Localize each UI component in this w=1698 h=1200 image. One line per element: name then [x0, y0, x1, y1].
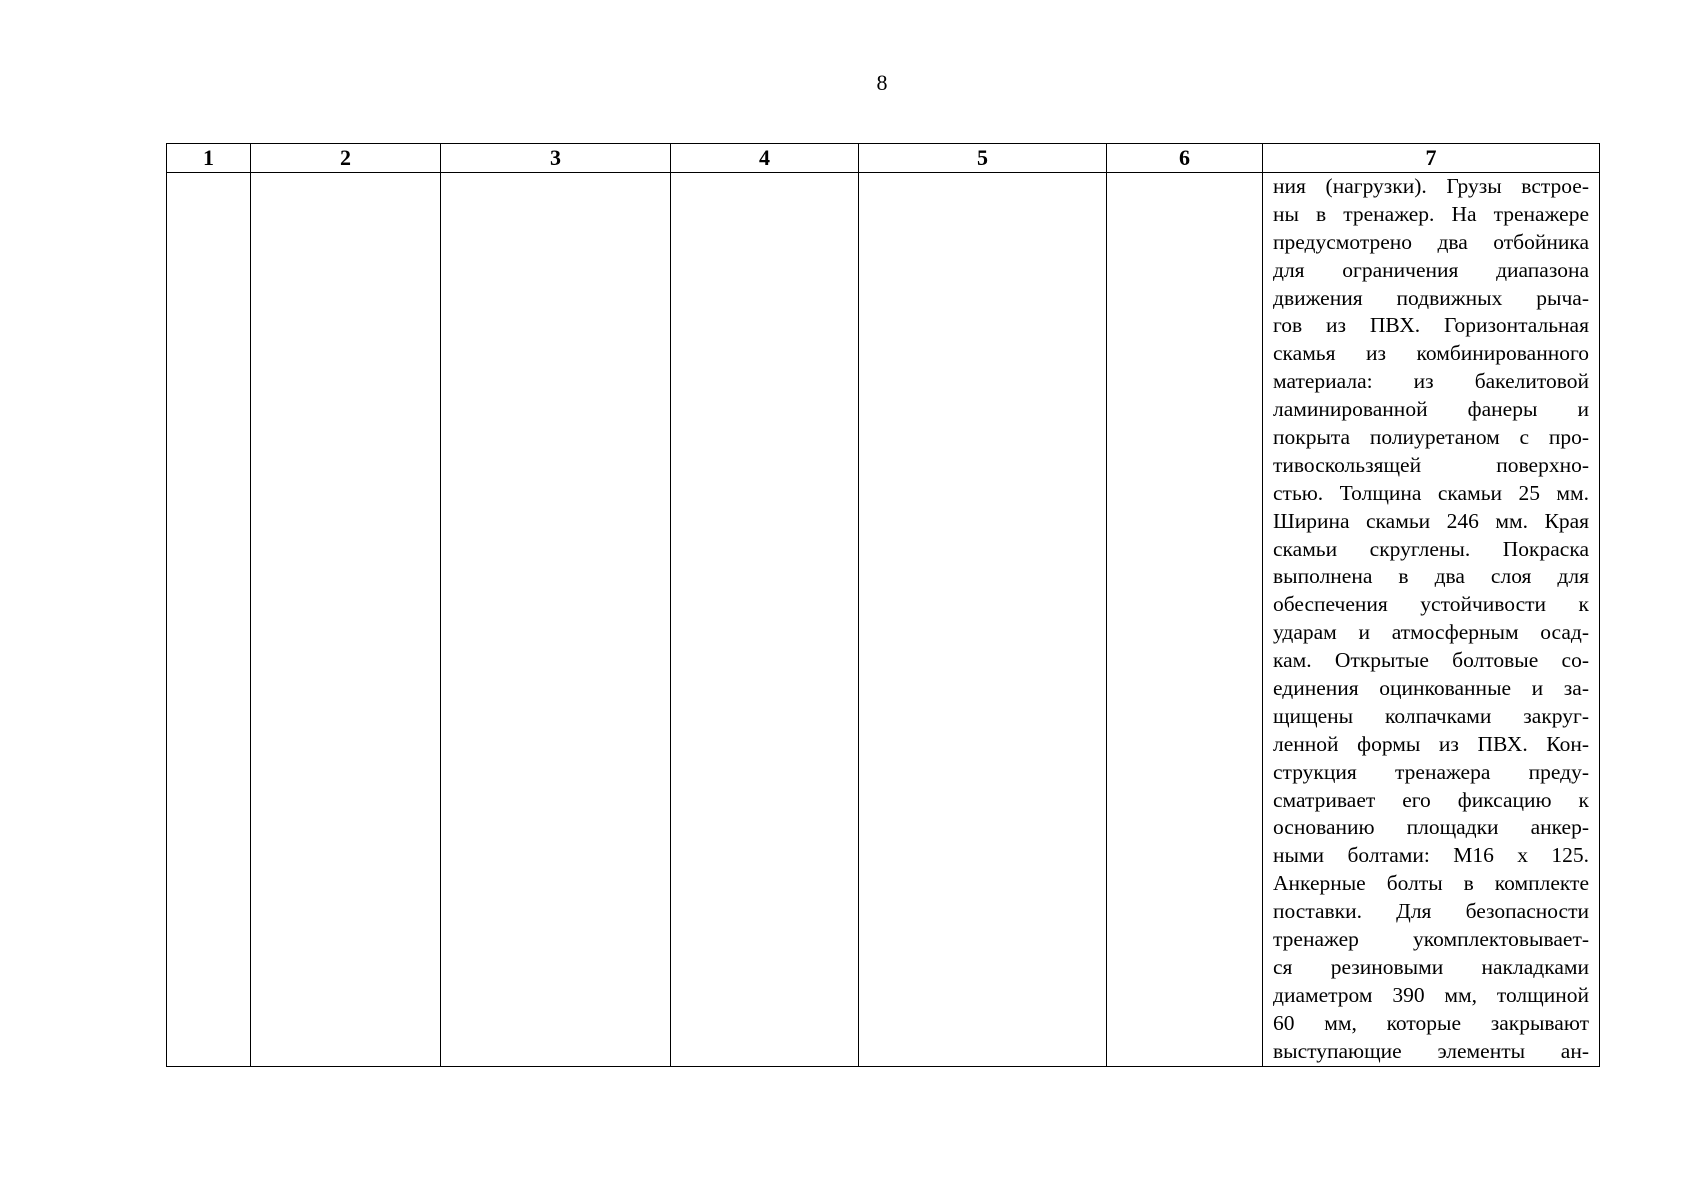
page-number: 8	[876, 70, 888, 95]
description-line: ными болтами: М16 х 125.	[1273, 843, 1589, 868]
description-line: ленной формы из ПВХ. Кон-	[1273, 731, 1589, 756]
cell-col-4	[671, 173, 859, 1067]
cell-col-6	[1107, 173, 1263, 1067]
column-header-4: 4	[671, 144, 859, 173]
description-line: ламинированной фанеры и	[1273, 397, 1589, 422]
description-line: для ограничения диапазона	[1273, 257, 1589, 282]
description-line: материала: из бакелитовой	[1273, 369, 1589, 394]
column-header-2: 2	[251, 144, 441, 173]
column-header-6: 6	[1107, 144, 1263, 173]
column-header-3: 3	[441, 144, 671, 173]
description-line: 60 мм, которые закрывают	[1273, 1010, 1589, 1035]
description-line: ся резиновыми накладками	[1273, 954, 1589, 979]
description-line: выступающие элементы ан-	[1273, 1038, 1589, 1063]
column-header-5: 5	[859, 144, 1107, 173]
cell-col-1	[167, 173, 251, 1067]
description-line: скамьи скруглены. Покраска	[1273, 536, 1589, 561]
description-line: ны в тренажер. На тренажере	[1273, 201, 1589, 226]
description-line: стью. Толщина скамьи 25 мм.	[1273, 480, 1589, 505]
description-line: покрыта полиуретаном с про-	[1273, 425, 1589, 450]
description-line: сматривает его фиксацию к	[1273, 787, 1589, 812]
column-header-7: 7	[1263, 144, 1600, 173]
header-row	[167, 144, 1600, 173]
description-line: диаметром 390 мм, толщиной	[1273, 982, 1589, 1007]
description-text	[1263, 173, 1599, 1066]
description-line: поставки. Для безопасности	[1273, 899, 1589, 924]
cell-col-5	[859, 173, 1107, 1067]
description-line: выполнена в два слоя для	[1273, 564, 1589, 589]
description-line: ния (нагрузки). Грузы встрое-	[1273, 174, 1589, 198]
description-line: движения подвижных рыча-	[1273, 285, 1589, 310]
cell-col-2	[251, 173, 441, 1067]
column-header-1: 1	[167, 144, 251, 173]
description-line: обеспечения устойчивости к	[1273, 592, 1589, 617]
description-line: гов из ПВХ. Горизонтальная	[1273, 313, 1589, 338]
description-line: предусмотрено два отбойника	[1273, 229, 1589, 254]
description-line: тренажер укомплектовывает-	[1273, 927, 1589, 952]
description-line: Ширина скамьи 246 мм. Края	[1273, 508, 1589, 533]
description-line: скамья из комбинированного	[1273, 341, 1589, 366]
description-line: кам. Открытые болтовые со-	[1273, 648, 1589, 673]
description-line: Анкерные болты в комплекте	[1273, 871, 1589, 896]
cell-col-7-description	[1263, 173, 1600, 1067]
description-line: основанию площадки анкер-	[1273, 815, 1589, 840]
cell-col-3	[441, 173, 671, 1067]
description-line: единения оцинкованные и за-	[1273, 676, 1589, 701]
description-line: щищены колпачками закруг-	[1273, 703, 1589, 728]
description-line: ударам и атмосферным осад-	[1273, 620, 1589, 645]
description-line: тивоскользящей поверхно-	[1273, 452, 1589, 477]
table-row	[167, 173, 1600, 1067]
specification-table	[166, 143, 1600, 1067]
description-line: струкция тренажера преду-	[1273, 759, 1589, 784]
